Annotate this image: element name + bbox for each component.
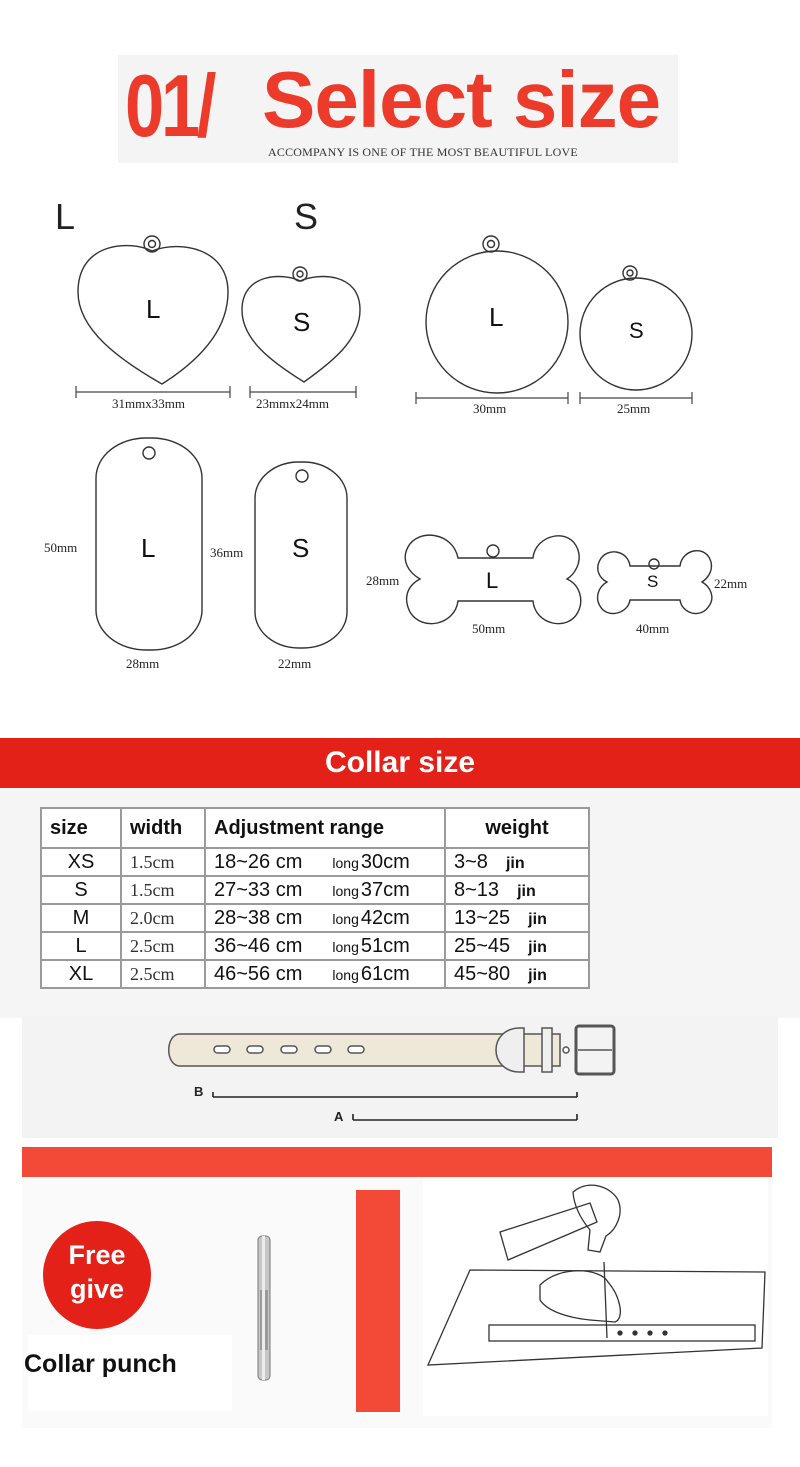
section-divider [22, 1147, 772, 1177]
cell-size: XS [41, 848, 121, 876]
table-header-row [41, 808, 589, 848]
free-line-2: give [69, 1274, 125, 1304]
table-row [41, 932, 589, 960]
long-label: long [332, 854, 359, 871]
range-value: 46~56 cm [214, 962, 303, 985]
heart-s-dim: 23mmx24mm [256, 396, 329, 411]
weight-value: 45~80 [454, 962, 511, 985]
round-l-label: L [489, 302, 504, 332]
table-row [41, 848, 589, 876]
cell-size: M [41, 904, 121, 932]
long-value: 51cm [360, 934, 410, 957]
cell-range [205, 932, 445, 960]
header-subtitle: ACCOMPANY IS ONE OF THE MOST BEAUTIFUL LOVE [268, 145, 578, 159]
cell-width: 2.5cm [121, 932, 205, 960]
range-value: 27~33 cm [214, 878, 303, 901]
header-width: width [121, 808, 205, 848]
cell-weight [445, 904, 589, 932]
weight-unit: jin [528, 966, 547, 984]
heart-l-label: L [146, 294, 161, 324]
heart-l-dim: 31mmx33mm [112, 396, 185, 411]
free-line-1: Free [68, 1240, 126, 1270]
tag-shapes-diagram [0, 0, 800, 720]
round-l-dim: 30mm [473, 401, 507, 416]
weight-value: 13~25 [454, 906, 511, 929]
cell-width: 1.5cm [121, 848, 205, 876]
weight-unit: jin [528, 938, 547, 956]
long-label: long [332, 882, 359, 899]
rect-l-height: 50mm [44, 540, 78, 555]
cell-range [205, 960, 445, 988]
table-row [41, 876, 589, 904]
measure-label-b: B [194, 1084, 204, 1099]
cell-width: 2.5cm [121, 960, 205, 988]
long-value: 42cm [360, 906, 410, 929]
bone-l-width: 50mm [472, 621, 506, 636]
cell-weight [445, 876, 589, 904]
collar-diagram-background [22, 1016, 778, 1138]
collar-size-table [40, 807, 590, 989]
range-value: 18~26 cm [214, 850, 303, 873]
page-title: Select size [262, 55, 661, 144]
weight-value: 25~45 [454, 934, 511, 957]
collar-size-title: Collar size [324, 746, 476, 779]
rect-s-height: 36mm [210, 545, 244, 560]
cell-range [205, 904, 445, 932]
long-label: long [332, 966, 359, 983]
weight-unit: jin [517, 882, 536, 900]
free-gift-text [43, 1238, 151, 1306]
header-weight: weight [445, 808, 589, 848]
weight-value: 3~8 [454, 850, 488, 873]
bone-s-width: 40mm [636, 621, 670, 636]
rect-s-label: S [292, 533, 310, 563]
long-value: 37cm [360, 878, 410, 901]
header-range: Adjustment range [205, 808, 445, 848]
rect-l-label: L [141, 533, 156, 563]
cell-range [205, 876, 445, 904]
header-number: 01/ [125, 56, 214, 155]
header-size: size [41, 808, 121, 848]
rect-l-width: 28mm [126, 656, 160, 671]
bone-l-label: L [486, 568, 499, 593]
cell-size: L [41, 932, 121, 960]
size-s-heading: S [294, 196, 319, 237]
cell-width: 2.0cm [121, 904, 205, 932]
bone-s-label: S [647, 572, 659, 591]
illustration-background [423, 1178, 768, 1416]
long-value: 61cm [360, 962, 410, 985]
long-value: 30cm [360, 850, 410, 873]
long-label: long [332, 938, 359, 955]
long-label: long [332, 910, 359, 927]
bone-l-height: 28mm [366, 573, 400, 588]
cell-width: 1.5cm [121, 876, 205, 904]
table-row [41, 960, 589, 988]
cell-size: S [41, 876, 121, 904]
cell-range [205, 848, 445, 876]
range-value: 36~46 cm [214, 934, 303, 957]
range-value: 28~38 cm [214, 906, 303, 929]
decorative-bar [356, 1190, 400, 1412]
punch-label: Collar punch [24, 1350, 177, 1378]
rect-s-width: 22mm [278, 656, 312, 671]
bone-s-height: 22mm [714, 576, 748, 591]
cell-size: XL [41, 960, 121, 988]
round-s-label: S [629, 318, 644, 343]
cell-weight [445, 960, 589, 988]
table-row [41, 904, 589, 932]
weight-unit: jin [505, 854, 525, 872]
heart-s-label: S [293, 307, 311, 337]
measure-label-a: A [334, 1109, 344, 1124]
size-l-heading: L [55, 196, 76, 237]
weight-value: 8~13 [454, 878, 500, 901]
round-s-dim: 25mm [617, 401, 651, 416]
cell-weight [445, 932, 589, 960]
cell-weight [445, 848, 589, 876]
weight-unit: jin [528, 910, 547, 928]
